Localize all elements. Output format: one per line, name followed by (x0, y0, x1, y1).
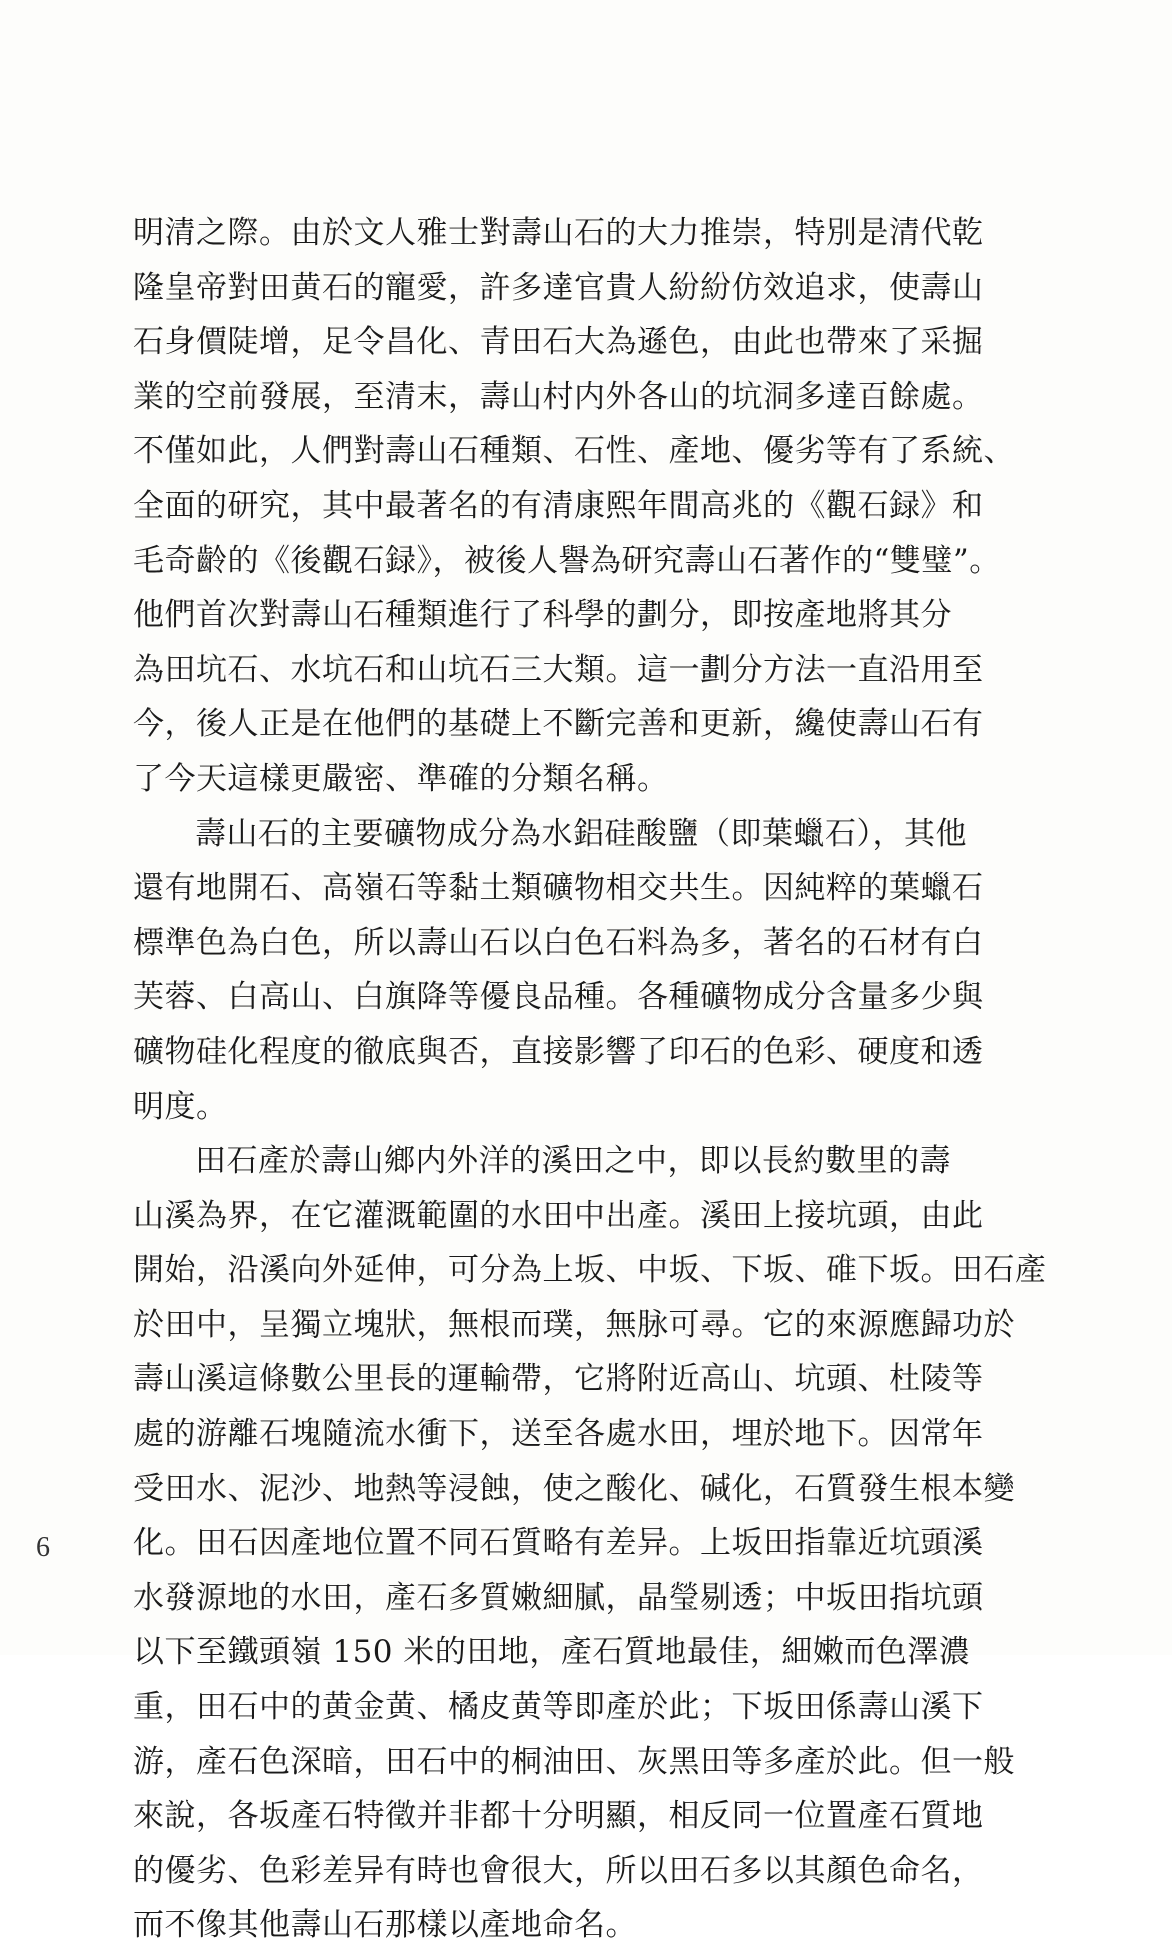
paragraph-3-line-4: 於田中，呈獨立塊狀，無根而璞，無脉可尋。它的來源應歸功於 (133, 1306, 1015, 1343)
paragraph-1-line-6: 全面的研究，其中最著名的有清康熙年間高兆的《觀石録》和 (133, 487, 984, 524)
paragraph-3-line-11: 重，田石中的黄金黄、橘皮黄等即產於此；下坂田係壽山溪下 (133, 1689, 984, 1726)
paragraph-3-line-14: 的優劣、色彩差异有時也會很大，所以田石多以其顏色命名， (133, 1852, 984, 1889)
page-number: 6 (36, 1532, 50, 1563)
paragraph-1-line-10: 今，後人正是在他們的基礎上不斷完善和更新，纔使壽山石有 (133, 706, 984, 743)
paragraph-3-line-15: 而不像其他壽山石那樣以產地命名。 (133, 1907, 637, 1944)
paragraph-2-line-3: 標準色為白色，所以壽山石以白色石料為多，著名的石材有白 (133, 924, 984, 961)
paragraph-3-line-3: 開始，沿溪向外延伸，可分為上坂、中坂、下坂、碓下坂。田石產 (133, 1252, 1047, 1289)
paragraph-3-line-9: 水發源地的水田，產石多質嫩細膩，晶瑩剔透；中坂田指坑頭 (133, 1579, 984, 1616)
paragraph-2-line-5: 礦物硅化程度的徹底與否，直接影響了印石的色彩、硬度和透 (133, 1033, 984, 1070)
paragraph-1-line-7: 毛奇齡的《後觀石録》，被後人譽為研究壽山石著作的“雙璧”。 (133, 542, 1001, 579)
paragraph-3-line-2: 山溪為界，在它灌溉範圍的水田中出產。溪田上接坑頭，由此 (133, 1197, 984, 1234)
paragraph-3-line-8: 化。田石因產地位置不同石質略有差异。上坂田指靠近坑頭溪 (133, 1525, 984, 1562)
paragraph-3-line-5: 壽山溪這條數公里長的運輸帶，它將附近高山、坑頭、杜陵等 (133, 1361, 984, 1398)
paragraph-1-line-4: 業的空前發展，至清末，壽山村内外各山的坑洞多達百餘處。 (133, 378, 984, 415)
paragraph-3-line-6: 處的游離石塊隨流水衝下，送至各處水田，埋於地下。因常年 (133, 1416, 984, 1453)
paragraph-3-line-7: 受田水、泥沙、地熱等浸蝕，使之酸化、碱化，石質發生根本變 (133, 1470, 1015, 1507)
paragraph-1-line-2: 隆皇帝對田黄石的寵愛，許多達官貴人紛紛仿效追求，使壽山 (133, 269, 984, 306)
paragraph-2-line-4: 芙蓉、白高山、白旗降等優良品種。各種礦物成分含量多少與 (133, 979, 984, 1016)
paragraph-3-line-13: 來說，各坂產石特徵并非都十分明顯，相反同一位置產石質地 (133, 1798, 984, 1835)
paragraph-3-line-12: 游，產石色深暗，田石中的桐油田、灰黑田等多產於此。但一般 (133, 1743, 1015, 1780)
paragraph-2-line-1: 壽山石的主要礦物成分為水鋁硅酸鹽（即葉蠟石），其他 (195, 815, 967, 852)
paragraph-1-line-8: 他們首次對壽山石種類進行了科學的劃分，即按產地將其分 (133, 597, 952, 634)
paragraph-2-line-6: 明度。 (133, 1088, 228, 1125)
paragraph-1-line-9: 為田坑石、水坑石和山坑石三大類。這一劃分方法一直沿用至 (133, 651, 984, 688)
paragraph-3-line-1: 田石產於壽山鄉内外洋的溪田之中，即以長約數里的壽 (195, 1143, 951, 1180)
paragraph-1-line-3: 石身價陡增，足令昌化、青田石大為遜色，由此也帶來了采掘 (133, 324, 984, 361)
body-text (133, 211, 1047, 1958)
paragraph-1-line-5: 不僅如此，人們對壽山石種類、石性、產地、優劣等有了系統、 (133, 433, 1015, 470)
paragraph-3-line-10: 以下至鐵頭嶺 150 米的田地，產石質地最佳，細嫩而色澤濃 (133, 1634, 971, 1671)
paragraph-1-line-11: 了今天這樣更嚴密、準確的分類名稱。 (133, 760, 669, 797)
paragraph-2-line-2: 還有地開石、高嶺石等黏土類礦物相交共生。因純粹的葉蠟石 (133, 870, 984, 907)
paragraph-1-line-1: 明清之際。由於文人雅士對壽山石的大力推崇，特別是清代乾 (133, 215, 984, 251)
